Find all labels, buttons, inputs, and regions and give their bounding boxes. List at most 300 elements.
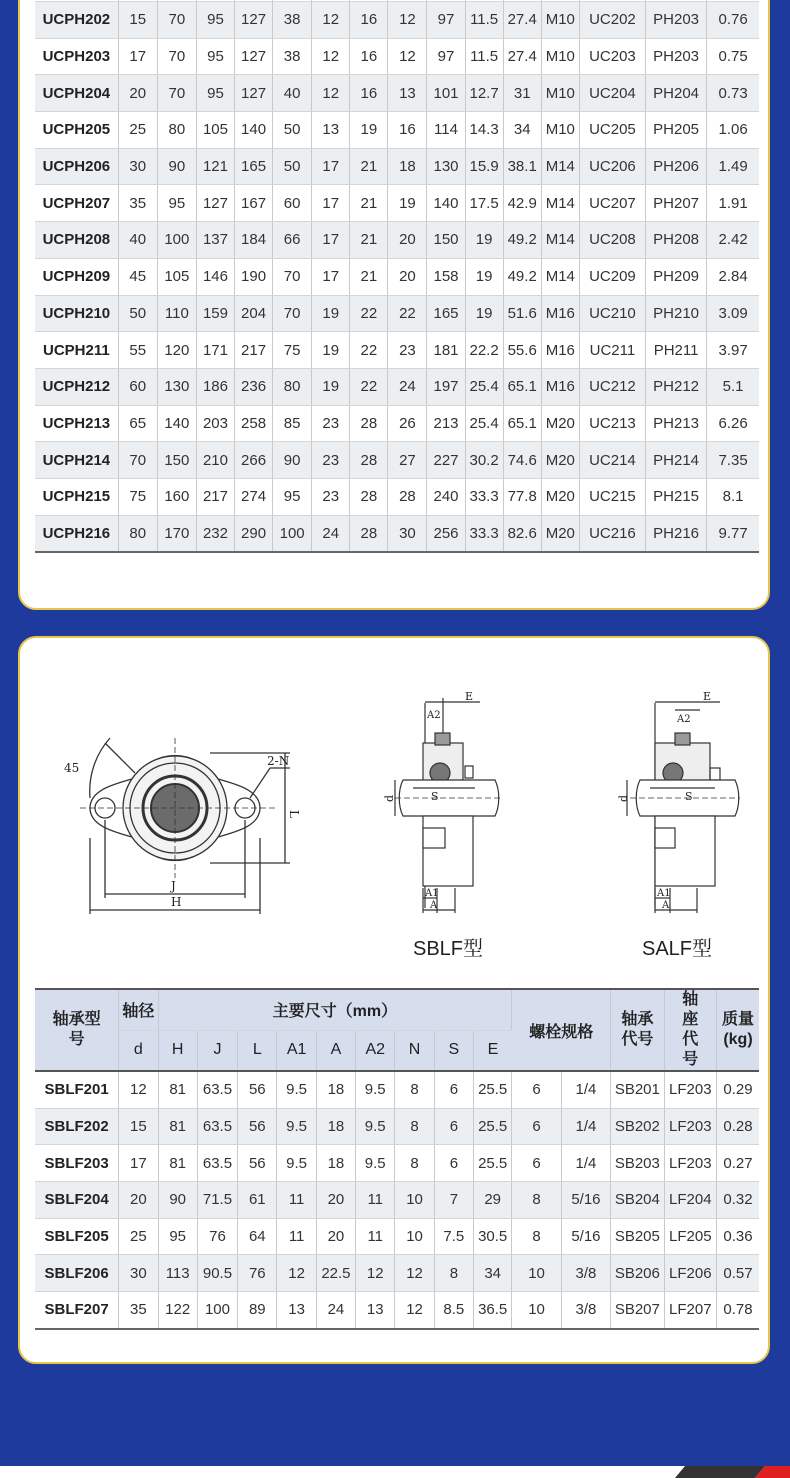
value-cell: 25.5	[474, 1108, 512, 1145]
value-cell: 181	[427, 332, 465, 369]
header-mass: 质量(kg)	[717, 989, 760, 1071]
value-cell: 16	[350, 2, 388, 39]
value-cell: PH204	[646, 75, 707, 112]
value-cell: 25.5	[474, 1145, 512, 1182]
value-cell: 56	[238, 1145, 277, 1182]
value-cell: M16	[541, 368, 579, 405]
value-cell: M20	[541, 442, 579, 479]
ucph-table-row	[35, 442, 759, 479]
value-cell: 45	[118, 258, 157, 295]
value-cell: 81	[158, 1145, 197, 1182]
value-cell: 90.5	[197, 1255, 237, 1292]
sblf-dim-s-label: S	[431, 790, 439, 803]
sblf-table-row	[35, 1182, 759, 1219]
ucph-table-row	[35, 515, 759, 552]
value-cell: 110	[157, 295, 196, 332]
value-cell: 8	[395, 1145, 434, 1182]
value-cell: 74.6	[503, 442, 541, 479]
value-cell: 27	[388, 442, 427, 479]
value-cell: 10	[395, 1182, 434, 1219]
value-cell: 70	[273, 258, 312, 295]
value-cell: 89	[238, 1292, 277, 1329]
value-cell: PH203	[646, 38, 707, 75]
value-cell: 13	[356, 1292, 395, 1329]
value-cell: 12	[395, 1255, 434, 1292]
value-cell: 90	[157, 148, 196, 185]
value-cell: 158	[427, 258, 465, 295]
value-cell: 49.2	[503, 222, 541, 259]
value-cell: 22	[350, 368, 388, 405]
stripe-dark-segment	[675, 1466, 765, 1478]
value-cell: 75	[273, 332, 312, 369]
value-cell: UC203	[579, 38, 645, 75]
value-cell: PH213	[646, 405, 707, 442]
value-cell: 19	[465, 222, 503, 259]
salf-dim-d-label: d	[617, 794, 630, 802]
value-cell: 16	[350, 38, 388, 75]
value-cell: UC211	[579, 332, 645, 369]
header-bearing-code: 轴承代号	[611, 989, 664, 1071]
model-cell: UCPH205	[35, 112, 118, 149]
header-col-n: N	[395, 1030, 434, 1071]
value-cell: 9.5	[356, 1145, 395, 1182]
value-cell: 0.27	[717, 1145, 760, 1182]
value-cell: 17	[118, 38, 157, 75]
value-cell: M14	[541, 185, 579, 222]
value-cell: 1/4	[561, 1071, 610, 1108]
value-cell: M10	[541, 38, 579, 75]
ucph-table-row	[35, 148, 759, 185]
value-cell: 38.1	[503, 148, 541, 185]
value-cell: 19	[312, 368, 350, 405]
value-cell: 0.36	[717, 1218, 760, 1255]
value-cell: 20	[316, 1218, 355, 1255]
value-cell: 8.1	[707, 478, 759, 515]
value-cell: 30	[118, 148, 157, 185]
value-cell: 31	[503, 75, 541, 112]
value-cell: UC206	[579, 148, 645, 185]
value-cell: 160	[157, 478, 196, 515]
value-cell: 50	[118, 295, 157, 332]
value-cell: 11	[277, 1218, 316, 1255]
value-cell: 105	[196, 112, 234, 149]
value-cell: UC213	[579, 405, 645, 442]
value-cell: 19	[465, 295, 503, 332]
sblf-table-row	[35, 1071, 759, 1108]
value-cell: 22	[388, 295, 427, 332]
value-cell: UC204	[579, 75, 645, 112]
header-shaft: 轴径	[119, 989, 158, 1030]
value-cell: 12.7	[465, 75, 503, 112]
value-cell: 25.4	[465, 405, 503, 442]
value-cell: 28	[350, 515, 388, 552]
value-cell: 15.9	[465, 148, 503, 185]
value-cell: 35	[119, 1292, 158, 1329]
value-cell: 167	[235, 185, 273, 222]
ucph-table-row	[35, 222, 759, 259]
model-cell: UCPH210	[35, 295, 118, 332]
value-cell: 19	[465, 258, 503, 295]
salf-dim-a-label: A	[662, 900, 670, 911]
model-cell: UCPH209	[35, 258, 118, 295]
value-cell: 186	[196, 368, 234, 405]
value-cell: 0.32	[717, 1182, 760, 1219]
value-cell: 17	[312, 222, 350, 259]
value-cell: M10	[541, 2, 579, 39]
value-cell: 26	[388, 405, 427, 442]
value-cell: 38	[273, 38, 312, 75]
value-cell: 130	[427, 148, 465, 185]
value-cell: 256	[427, 515, 465, 552]
value-cell: 9.77	[707, 515, 759, 552]
value-cell: PH203	[646, 2, 707, 39]
value-cell: 13	[312, 112, 350, 149]
value-cell: 25.5	[474, 1071, 512, 1108]
sblf-spec-table	[35, 988, 759, 1330]
value-cell: PH216	[646, 515, 707, 552]
value-cell: 213	[427, 405, 465, 442]
value-cell: 16	[350, 75, 388, 112]
model-cell: UCPH211	[35, 332, 118, 369]
value-cell: SB205	[611, 1218, 664, 1255]
value-cell: 17	[312, 148, 350, 185]
model-cell: SBLF203	[35, 1145, 119, 1182]
value-cell: 28	[350, 442, 388, 479]
value-cell: LF203	[664, 1145, 716, 1182]
value-cell: SB207	[611, 1292, 664, 1329]
value-cell: 28	[350, 478, 388, 515]
value-cell: 19	[312, 332, 350, 369]
value-cell: 76	[197, 1218, 237, 1255]
value-cell: 9.5	[277, 1071, 316, 1108]
model-cell: UCPH213	[35, 405, 118, 442]
value-cell: 42.9	[503, 185, 541, 222]
value-cell: 55.6	[503, 332, 541, 369]
header-col-a2: A2	[356, 1030, 395, 1071]
value-cell: 97	[427, 2, 465, 39]
ucph-table-row	[35, 295, 759, 332]
value-cell: 184	[235, 222, 273, 259]
ucph-spec-table	[35, 0, 759, 553]
value-cell: 22	[350, 332, 388, 369]
value-cell: 23	[312, 442, 350, 479]
value-cell: 23	[312, 405, 350, 442]
value-cell: PH209	[646, 258, 707, 295]
value-cell: 20	[119, 1182, 158, 1219]
value-cell: 17	[312, 185, 350, 222]
value-cell: 150	[157, 442, 196, 479]
salf-caption: SALF型	[642, 938, 713, 960]
value-cell: 1.06	[707, 112, 759, 149]
value-cell: 0.75	[707, 38, 759, 75]
value-cell: PH214	[646, 442, 707, 479]
bottom-accent-stripe	[0, 1466, 790, 1478]
value-cell: 7	[434, 1182, 473, 1219]
value-cell: 18	[316, 1108, 355, 1145]
value-cell: M14	[541, 222, 579, 259]
model-cell: UCPH214	[35, 442, 118, 479]
value-cell: 34	[503, 112, 541, 149]
value-cell: 97	[427, 38, 465, 75]
value-cell: 0.73	[707, 75, 759, 112]
ucph-table-row	[35, 368, 759, 405]
value-cell: 82.6	[503, 515, 541, 552]
value-cell: 2.84	[707, 258, 759, 295]
value-cell: 11	[277, 1182, 316, 1219]
value-cell: M10	[541, 112, 579, 149]
value-cell: 70	[157, 38, 196, 75]
value-cell: 70	[118, 442, 157, 479]
value-cell: 1/4	[561, 1145, 610, 1182]
ucph-table-row	[35, 405, 759, 442]
value-cell: 11.5	[465, 38, 503, 75]
ucph-table-row	[35, 185, 759, 222]
sblf-table-row	[35, 1218, 759, 1255]
value-cell: 70	[157, 2, 196, 39]
value-cell: 8	[512, 1218, 561, 1255]
value-cell: 127	[235, 2, 273, 39]
value-cell: M14	[541, 148, 579, 185]
value-cell: 64	[238, 1218, 277, 1255]
value-cell: UC215	[579, 478, 645, 515]
model-cell: UCPH206	[35, 148, 118, 185]
value-cell: 274	[235, 478, 273, 515]
value-cell: 266	[235, 442, 273, 479]
value-cell: 5.1	[707, 368, 759, 405]
value-cell: 12	[312, 38, 350, 75]
value-cell: SB206	[611, 1255, 664, 1292]
value-cell: 17	[312, 258, 350, 295]
value-cell: 22.5	[316, 1255, 355, 1292]
value-cell: 95	[158, 1218, 197, 1255]
value-cell: 127	[235, 75, 273, 112]
value-cell: 24	[312, 515, 350, 552]
value-cell: 28	[388, 478, 427, 515]
value-cell: 6	[434, 1071, 473, 1108]
header-model: 轴承型号	[35, 989, 119, 1071]
value-cell: 0.57	[717, 1255, 760, 1292]
value-cell: 140	[427, 185, 465, 222]
value-cell: 19	[350, 112, 388, 149]
dim-l-label: L	[287, 810, 301, 818]
value-cell: 0.28	[717, 1108, 760, 1145]
value-cell: 80	[157, 112, 196, 149]
value-cell: 22.2	[465, 332, 503, 369]
value-cell: 6	[512, 1108, 561, 1145]
sblf-header-row-1	[35, 989, 759, 1030]
value-cell: 80	[273, 368, 312, 405]
value-cell: UC205	[579, 112, 645, 149]
value-cell: 6	[512, 1071, 561, 1108]
value-cell: 60	[273, 185, 312, 222]
value-cell: 75	[118, 478, 157, 515]
value-cell: 50	[273, 148, 312, 185]
ucph-table-row	[35, 332, 759, 369]
header-col-a1: A1	[277, 1030, 316, 1071]
value-cell: 8	[512, 1182, 561, 1219]
value-cell: 22	[350, 295, 388, 332]
value-cell: 25	[119, 1218, 158, 1255]
value-cell: 190	[235, 258, 273, 295]
sblf-dim-a1-label: A1	[425, 888, 439, 899]
value-cell: 65	[118, 405, 157, 442]
value-cell: 121	[196, 148, 234, 185]
value-cell: 140	[235, 112, 273, 149]
model-cell: UCPH215	[35, 478, 118, 515]
value-cell: 76	[238, 1255, 277, 1292]
value-cell: 6	[434, 1145, 473, 1182]
value-cell: UC209	[579, 258, 645, 295]
model-cell: SBLF205	[35, 1218, 119, 1255]
sblf-table-row	[35, 1255, 759, 1292]
value-cell: 66	[273, 222, 312, 259]
header-col-d: d	[119, 1030, 158, 1071]
ucph-table-row	[35, 258, 759, 295]
value-cell: 95	[196, 2, 234, 39]
value-cell: SB204	[611, 1182, 664, 1219]
model-cell: SBLF207	[35, 1292, 119, 1329]
salf-side-view-drawing	[605, 688, 745, 918]
value-cell: 90	[158, 1182, 197, 1219]
value-cell: 10	[395, 1218, 434, 1255]
value-cell: 12	[277, 1255, 316, 1292]
value-cell: 23	[312, 478, 350, 515]
value-cell: 25.4	[465, 368, 503, 405]
value-cell: 20	[388, 258, 427, 295]
value-cell: 5/16	[561, 1182, 610, 1219]
value-cell: 33.3	[465, 515, 503, 552]
value-cell: 25	[118, 112, 157, 149]
model-cell: SBLF202	[35, 1108, 119, 1145]
sblf-table-body	[35, 1071, 759, 1329]
value-cell: 2.42	[707, 222, 759, 259]
value-cell: 24	[316, 1292, 355, 1329]
ucph-spec-panel	[18, 0, 770, 610]
value-cell: PH206	[646, 148, 707, 185]
value-cell: 70	[157, 75, 196, 112]
value-cell: 290	[235, 515, 273, 552]
value-cell: 240	[427, 478, 465, 515]
value-cell: 16	[388, 112, 427, 149]
salf-dim-e-label: E	[703, 690, 712, 703]
value-cell: 18	[388, 148, 427, 185]
model-cell: UCPH208	[35, 222, 118, 259]
value-cell: 12	[356, 1255, 395, 1292]
value-cell: 9.5	[356, 1071, 395, 1108]
value-cell: PH210	[646, 295, 707, 332]
value-cell: 12	[312, 75, 350, 112]
value-cell: 63.5	[197, 1108, 237, 1145]
sblf-spec-panel	[18, 636, 770, 1364]
header-col-l: L	[238, 1030, 277, 1071]
value-cell: 30	[119, 1255, 158, 1292]
value-cell: 14.3	[465, 112, 503, 149]
value-cell: 10	[512, 1255, 561, 1292]
value-cell: 232	[196, 515, 234, 552]
value-cell: 203	[196, 405, 234, 442]
value-cell: 8	[395, 1108, 434, 1145]
value-cell: 34	[474, 1255, 512, 1292]
ucph-table-row	[35, 2, 759, 39]
ucph-table-body	[35, 0, 759, 552]
value-cell: 100	[197, 1292, 237, 1329]
value-cell: 90	[273, 442, 312, 479]
value-cell: UC210	[579, 295, 645, 332]
value-cell: 5/16	[561, 1218, 610, 1255]
value-cell: 140	[157, 405, 196, 442]
value-cell: 95	[196, 38, 234, 75]
value-cell: 12	[388, 2, 427, 39]
value-cell: 9.5	[277, 1145, 316, 1182]
value-cell: 85	[273, 405, 312, 442]
value-cell: 21	[350, 185, 388, 222]
model-cell: SBLF206	[35, 1255, 119, 1292]
value-cell: 95	[273, 478, 312, 515]
value-cell: 0.29	[717, 1071, 760, 1108]
value-cell: 9.5	[277, 1108, 316, 1145]
value-cell: 165	[427, 295, 465, 332]
value-cell: PH207	[646, 185, 707, 222]
value-cell: 65.1	[503, 405, 541, 442]
value-cell: 1.91	[707, 185, 759, 222]
value-cell: 165	[235, 148, 273, 185]
value-cell: 71.5	[197, 1182, 237, 1219]
value-cell: LF206	[664, 1255, 716, 1292]
header-bolt: 螺栓规格	[512, 989, 611, 1071]
flange-front-view-drawing	[60, 728, 310, 928]
value-cell: 49.2	[503, 258, 541, 295]
value-cell: 36.5	[474, 1292, 512, 1329]
value-cell: 210	[196, 442, 234, 479]
value-cell: 18	[316, 1145, 355, 1182]
value-cell: 150	[427, 222, 465, 259]
value-cell: 12	[388, 38, 427, 75]
sblf-dim-e-label: E	[465, 690, 474, 703]
value-cell: 11	[356, 1182, 395, 1219]
value-cell: UC214	[579, 442, 645, 479]
value-cell: 65.1	[503, 368, 541, 405]
model-cell: UCPH202	[35, 2, 118, 39]
value-cell: 15	[119, 1108, 158, 1145]
value-cell: 30.2	[465, 442, 503, 479]
value-cell: PH211	[646, 332, 707, 369]
sblf-table-row	[35, 1108, 759, 1145]
value-cell: UC208	[579, 222, 645, 259]
value-cell: 11	[356, 1218, 395, 1255]
value-cell: 3/8	[561, 1292, 610, 1329]
value-cell: 100	[273, 515, 312, 552]
value-cell: 113	[158, 1255, 197, 1292]
value-cell: 217	[196, 478, 234, 515]
value-cell: 127	[196, 185, 234, 222]
value-cell: 27.4	[503, 2, 541, 39]
value-cell: 120	[157, 332, 196, 369]
value-cell: 63.5	[197, 1071, 237, 1108]
value-cell: 61	[238, 1182, 277, 1219]
value-cell: 51.6	[503, 295, 541, 332]
value-cell: 19	[312, 295, 350, 332]
value-cell: 3.09	[707, 295, 759, 332]
value-cell: 10	[512, 1292, 561, 1329]
dim-j-label: J	[171, 879, 176, 893]
value-cell: 95	[196, 75, 234, 112]
value-cell: UC216	[579, 515, 645, 552]
model-cell: UCPH212	[35, 368, 118, 405]
sblf-side-view-drawing	[365, 688, 505, 918]
value-cell: 38	[273, 2, 312, 39]
value-cell: 8	[395, 1071, 434, 1108]
value-cell: LF203	[664, 1071, 716, 1108]
